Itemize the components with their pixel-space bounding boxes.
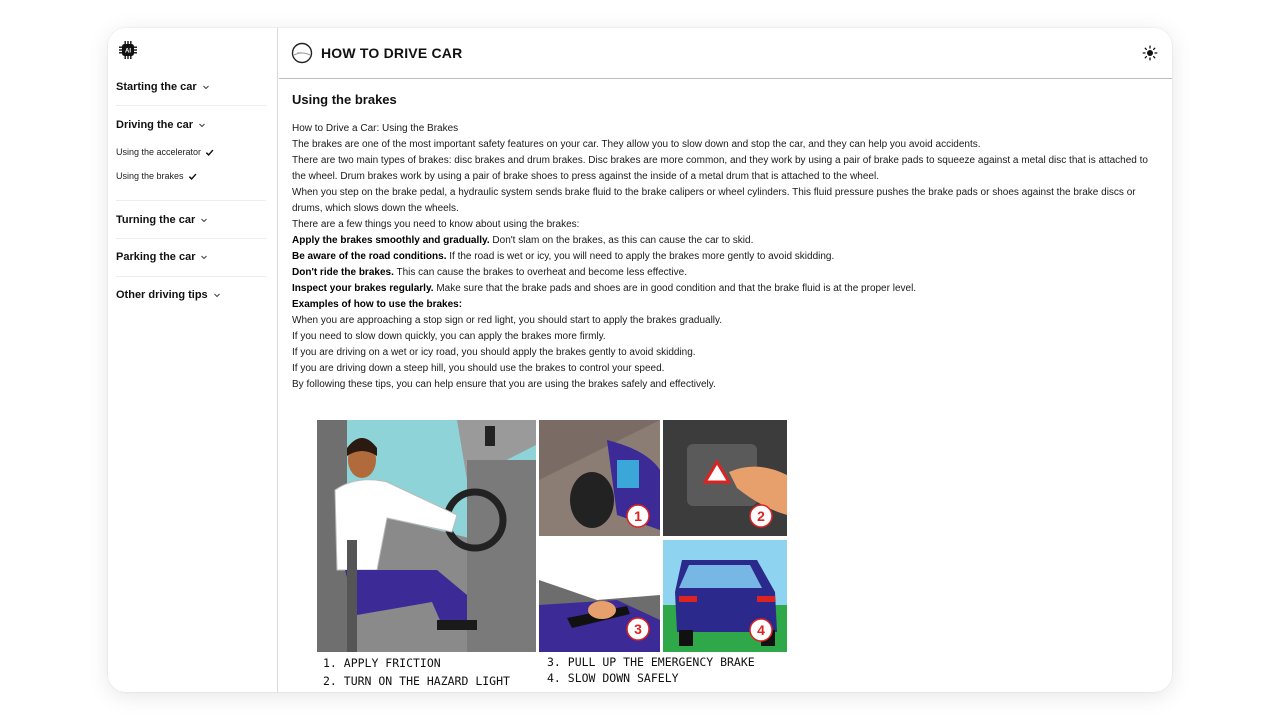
sidebar-subitem-label: Using the accelerator [116,147,202,157]
braking-illustration [317,420,787,692]
chevron-down-icon [198,121,206,129]
sidebar-item-turning-the-car[interactable] [116,212,266,228]
tip-item [292,249,1162,265]
tip-title: Inspect your brakes regularly. [292,283,434,294]
chevron-down-icon [202,83,210,91]
sidebar-item-other-driving-tips[interactable] [116,287,266,303]
sidebar-item-label: Starting the car [116,81,197,93]
article [292,92,1162,393]
panel-car [663,540,787,652]
article-body [292,121,1162,393]
chevron-down-icon [213,291,221,299]
section-heading: Using the brakes [292,92,397,107]
sidebar-section-other [116,287,266,303]
sidebar-subitem-label: Using the brakes [116,171,184,181]
app-brand-icon[interactable] [291,42,313,64]
divider [116,200,266,201]
paragraph: By following these tips, you can help ensure that you are using the brakes safely and effectively. [292,379,716,390]
paragraph: How to Drive a Car: Using the Brakes [292,123,459,134]
sidebar-section-turning [116,212,266,228]
panel-emergency-brake [539,540,660,652]
divider [116,238,266,239]
tip-title: Don't ride the brakes. [292,267,394,278]
sidebar-item-label: Other driving tips [116,289,208,301]
example-item: If you are driving on a wet or icy road, you should apply the brakes gently to avoid skidding. [292,347,696,358]
tip-text: Make sure that the brake pads and shoes are in good condition and that the brake fluid is at the proper level. [433,283,917,294]
sidebar-item-label: Driving the car [116,119,194,131]
tip-text: If the road is wet or icy, you will need to apply the brakes more gently to avoid skidding. [446,251,835,262]
panel-number: 2 [757,508,765,524]
sidebar-section-driving [116,117,266,183]
sidebar-subitem-using-accelerator[interactable] [116,145,266,159]
example-item: If you are driving down a steep hill, you should use the brakes to control your speed. [292,363,665,374]
figure-caption: 1. APPLY FRICTION [323,656,441,670]
paragraph: The brakes are one of the most important safety features on your car. They allow you to slow down and stop the car, and they can help you avoid accidents. [292,139,981,150]
paragraph: There are two main types of brakes: disc brakes and drum brakes. Disc brakes are more common, and they work by using a pair of brake pads to squeeze against a metal disc that is attached to the wheel. Drum brakes work by using a pair of brake shoes to press against the inside of a metal drum that is attached to the wheel. [292,155,1148,182]
sidebar-section-parking [116,249,266,265]
tip-title: Be aware of the road conditions. [292,251,447,262]
chevron-down-icon [200,216,208,224]
illustration-panels [317,420,787,692]
panel-number: 4 [757,622,765,638]
sidebar-section-starting [116,79,266,95]
sidebar-item-label: Parking the car [116,251,196,263]
chevron-down-icon [200,253,208,261]
tip-text: Don't slam on the brakes, as this can cause the car to skid. [489,235,754,246]
tip-item [292,233,1162,249]
checkmark-icon [205,148,214,157]
tip-item [292,265,1162,281]
tip-title: Apply the brakes smoothly and gradually. [292,235,490,246]
examples-heading [292,297,1162,313]
sidebar [108,28,278,692]
sidebar-item-starting-the-car[interactable] [116,79,266,95]
tip-text: This can cause the brakes to overheat and become less effective. [393,267,687,278]
sun-icon[interactable] [1142,45,1158,61]
sidebar-item-driving-the-car[interactable] [116,117,266,133]
paragraph: There are a few things you need to know about using the brakes: [292,219,580,230]
page-title: HOW TO DRIVE CAR [321,45,463,61]
figure-caption: 2. TURN ON THE HAZARD LIGHT [323,674,510,688]
example-item: If you need to slow down quickly, you can apply the brakes more firmly. [292,331,606,342]
divider [116,105,266,106]
panel-number: 1 [634,508,642,524]
panel-pedal [539,420,660,536]
ai-chip-icon[interactable] [118,40,138,60]
example-item: When you are approaching a stop sign or red light, you should start to apply the brakes gradually. [292,315,723,326]
sidebar-item-label: Turning the car [116,214,196,226]
panel-number: 3 [634,621,642,637]
sidebar-item-parking-the-car[interactable] [116,249,266,265]
examples-heading-text: Examples of how to use the brakes: [292,299,463,310]
figure-caption: 3. PULL UP THE EMERGENCY BRAKE [547,655,755,669]
svg-text:AI: AI [125,48,131,55]
panel-hazard [663,420,787,536]
panel-driver [317,420,536,652]
sidebar-subitem-using-brakes[interactable] [116,169,266,183]
top-bar [279,28,1172,79]
checkmark-icon [188,172,197,181]
app-window [108,28,1172,692]
tip-item [292,281,1162,297]
divider [116,276,266,277]
figure-caption: 4. SLOW DOWN SAFELY [547,671,679,685]
paragraph: When you step on the brake pedal, a hydraulic system sends brake fluid to the brake calipers or wheel cylinders. This fluid pressure pushes the brake pads or shoes against the brake discs or drums, which slows down the wheels. [292,187,1136,214]
main-panel [279,28,1172,692]
